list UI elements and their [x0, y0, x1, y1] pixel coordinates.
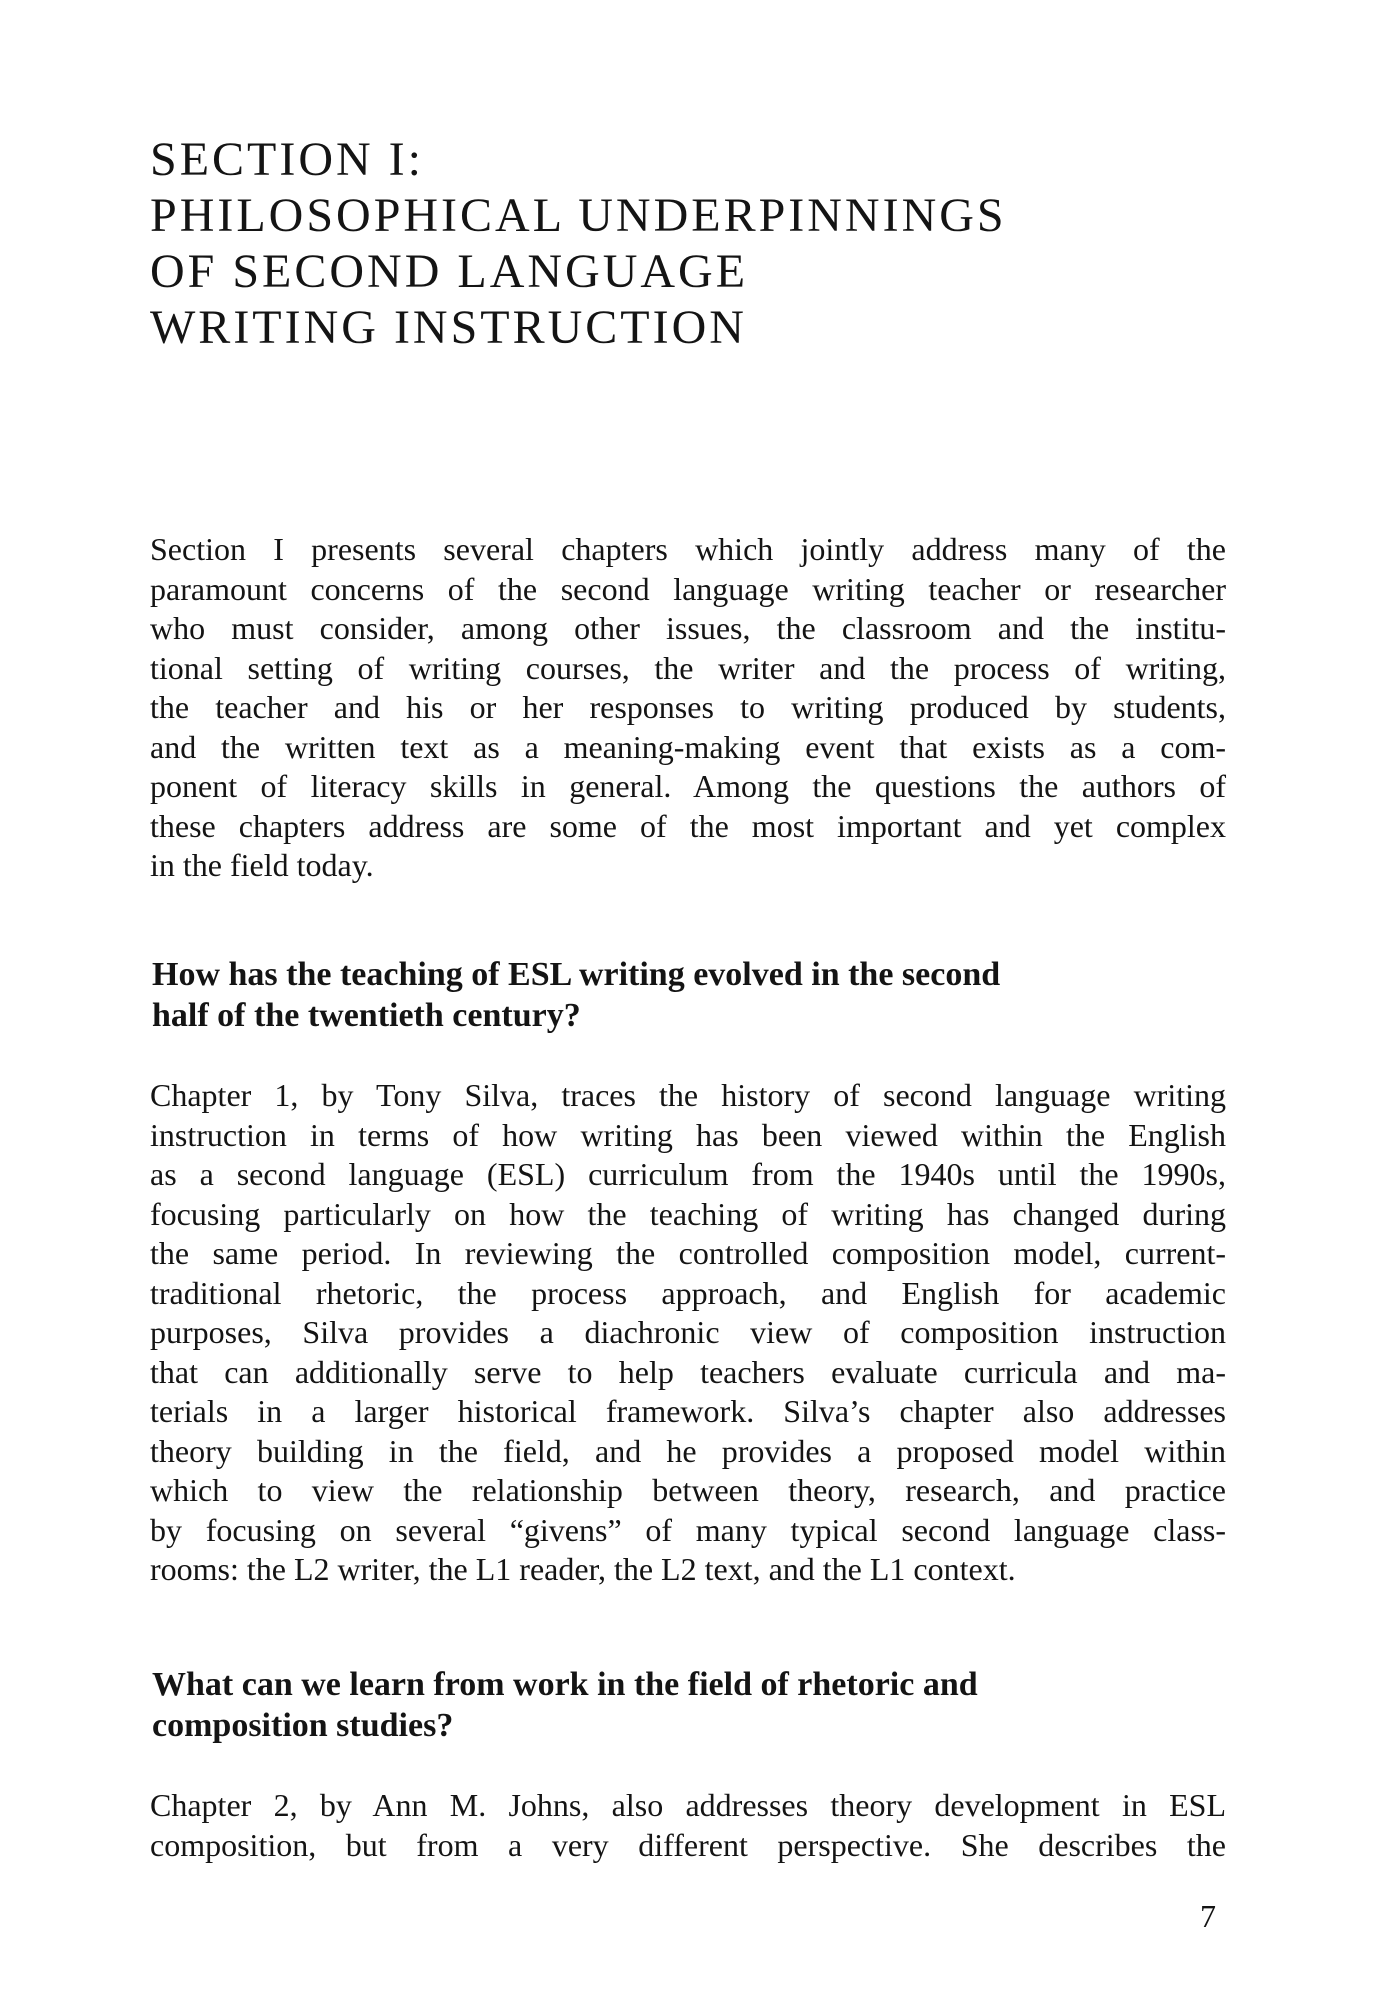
- text-line: composition, but from a very different perspective. She describes the: [150, 1826, 1226, 1863]
- text-line: rooms: the L2 writer, the L1 reader, the L2 text, and the L1 context.: [150, 1551, 1016, 1587]
- section-title-line: WRITING INSTRUCTION: [150, 301, 747, 354]
- section-title-line: SECTION I:: [150, 133, 424, 186]
- text-line: who must consider, among other issues, the classroom and the institu-: [150, 610, 1226, 646]
- text-line: instruction in terms of how writing has been viewed within the English: [150, 1116, 1226, 1153]
- text-line: the same period. In reviewing the controlled composition model, current-: [150, 1235, 1226, 1271]
- section-title: [150, 132, 1250, 356]
- text-line: focusing particularly on how the teaching of writing has changed during: [150, 1195, 1226, 1232]
- text-line: Chapter 2, by Ann M. Johns, also addresses theory development in ESL: [150, 1787, 1226, 1823]
- text-line: traditional rhetoric, the process approach, and English for academic: [150, 1274, 1226, 1311]
- section-title-line: PHILOSOPHICAL UNDERPINNINGS: [150, 189, 1007, 242]
- text-line: in the field today.: [150, 847, 374, 883]
- heading-line: composition studies?: [152, 1707, 454, 1744]
- intro-paragraph: [150, 530, 1226, 886]
- text-line: and the written text as a meaning-making event that exists as a com-: [150, 728, 1226, 765]
- text-line: as a second language (ESL) curriculum from the 1940s until the 1990s,: [150, 1156, 1226, 1192]
- text-line: purposes, Silva provides a diachronic view of composition instruction: [150, 1314, 1226, 1350]
- text-line: Chapter 1, by Tony Silva, traces the history of second language writing: [150, 1077, 1226, 1113]
- question-heading-2: [152, 1664, 1152, 1746]
- text-line: theory building in the field, and he provides a proposed model within: [150, 1432, 1226, 1469]
- heading-line: What can we learn from work in the field of rhetoric and: [152, 1666, 978, 1703]
- text-line: tional setting of writing courses, the writer and the process of writing,: [150, 649, 1226, 686]
- question-heading-1: [152, 954, 1152, 1036]
- text-line: ponent of literacy skills in general. Among the questions the authors of: [150, 768, 1226, 804]
- text-line: terials in a larger historical framework. Silva’s chapter also addresses: [150, 1393, 1226, 1429]
- page-number: 7: [1200, 1898, 1216, 1934]
- chapter-2-paragraph: [150, 1786, 1226, 1865]
- text-line: these chapters address are some of the most important and yet complex: [150, 807, 1226, 844]
- text-line: the teacher and his or her responses to writing produced by students,: [150, 689, 1226, 725]
- text-line: paramount concerns of the second language writing teacher or researcher: [150, 570, 1226, 607]
- text-line: that can additionally serve to help teachers evaluate curricula and ma-: [150, 1353, 1226, 1390]
- text-line: which to view the relationship between theory, research, and practice: [150, 1472, 1226, 1508]
- heading-line: half of the twentieth century?: [152, 997, 581, 1034]
- chapter-1-paragraph: [150, 1076, 1226, 1590]
- heading-line: How has the teaching of ESL writing evolved in the second: [152, 956, 1001, 993]
- text-line: Section I presents several chapters which jointly address many of the: [150, 531, 1226, 567]
- section-title-line: OF SECOND LANGUAGE: [150, 245, 749, 298]
- text-line: by focusing on several “givens” of many typical second language class-: [150, 1511, 1226, 1548]
